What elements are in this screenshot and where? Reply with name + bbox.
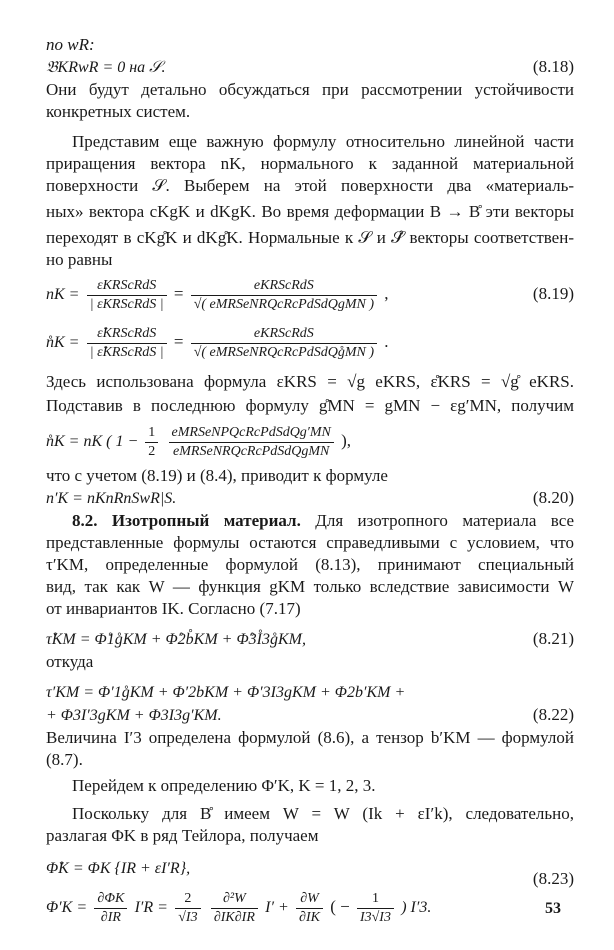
fraction: $\frac{\text{eKRScRdS}}{\text{√( eMRSeNRQcRcPdSdQg̊MN )}}$	[191, 325, 377, 362]
text-line: Здесь использована формула εKRS = √g eKRS, ε̊KRS = √g̊ eKRS.	[46, 372, 574, 391]
text-line: ных» вектора cKgK и dKgK. Во время деформации B → B̊ эти векторы	[46, 202, 574, 221]
equation-number: (8.23)	[532, 869, 574, 888]
equation-8-19: nK = $\frac{\text{εKRScRdS}}{\text{| εKRScRdS |}}$ = $\frac{\text{eKRScRdS}}{\text{√( eMRSeNRQcRcPdSdQgMN )}}$ , (8.19)	[46, 271, 574, 317]
equation-number: (8.21)	[532, 629, 574, 648]
text-line: разлагая ΦK в ряд Тейлора, получаем	[46, 826, 319, 845]
text-line: поверхности 𝒮. Выберем на этой поверхности два «материаль-	[46, 176, 574, 195]
text-line: (8.7).	[46, 750, 83, 769]
line-text: по wR:	[46, 35, 95, 54]
text-line: Они будут детально обсуждаться при рассмотрении устойчивости	[46, 80, 574, 99]
equation-body: Φ̊K = ΦK {IR + εI′R},	[46, 860, 191, 877]
equation-8-20	[46, 487, 574, 510]
fraction: $\frac{\text{∂²W}}{\partial IK\partial IR}$	[211, 890, 258, 927]
equation-n-perturbed: n̊K = nK ( 1 − $\frac{1}{2}$ $\frac{\text{eMRSeNPQcRcPdSdQg′MN}}{\text{eMRSeNRQcRcPdSdQgMN}}$ ),	[46, 424, 352, 459]
fraction: $\frac{\text{ε̊KRScRdS}}{\text{| ε̊KRScRdS |}}$	[87, 325, 167, 362]
text-line: τ′KM, определенные формулой (8.13), принимают специальный	[46, 555, 574, 574]
text-line: что с учетом (8.19) и (8.4), приводит к формуле	[46, 466, 388, 485]
text-line: Поскольку для B̊ имеем W = W (Ik + εI′k), следовательно,	[72, 804, 574, 823]
text-line: но равны	[46, 250, 113, 269]
fraction: $\frac{1}{2}$	[145, 424, 158, 461]
equation-number: (8.20)	[532, 488, 574, 507]
text-line: Представим еще важную формулу относительно линейной части	[72, 132, 574, 151]
text-line: Величина I′3 определена формулой (8.6), а тензор b′KM — формулой	[46, 728, 574, 747]
fraction: $\frac{\partial\Phi K}{\partial IR}$	[94, 890, 127, 927]
equation-body: τ′KM = Φ′1g̊KM + Φ′2bKM + Φ′3I3gKM + Φ2b′KM +	[46, 684, 406, 701]
text-line: приращения вектора nK, нормального к заданной материальной	[46, 154, 574, 173]
text-line: Подставив в последнюю формулу g̊MN = gMN − εg′MN, получим	[46, 396, 574, 415]
text-line: от инвариантов IK. Согласно (7.17)	[46, 599, 301, 618]
page-number: 53	[545, 900, 561, 917]
text-line: переходят в cKg̊K и dKg̊K. Нормальные к 𝒮 и 𝒮̊ векторы соответствен-	[46, 228, 574, 247]
equation-8-23a	[46, 857, 574, 880]
equation-lhs: nK =	[46, 286, 80, 303]
fraction: $\frac{\text{εKRScRdS}}{\text{| εKRScRdS |}}$	[87, 277, 167, 314]
fraction: $\frac{\text{eKRScRdS}}{\text{√( eMRSeNRQcRcPdSdQgMN )}}$	[191, 277, 377, 314]
equation-8-22b	[46, 704, 574, 727]
fraction: $\frac{2}{√I3}$	[175, 890, 200, 927]
equation-number: (8.22)	[532, 705, 574, 724]
equation-8-21	[46, 628, 574, 651]
text-line: представленные формулы остаются справедливыми с условием, что	[46, 533, 574, 552]
text-line: вид, так как W — функция gKM только вследствие зависимости W	[46, 577, 574, 596]
equation-number: (8.18)	[532, 57, 574, 76]
text-line: конкретных систем.	[46, 102, 191, 121]
text-line: Перейдем к определению Φ′K, K = 1, 2, 3.	[72, 776, 376, 795]
page-text	[46, 34, 574, 932]
section-heading: 8.2. Изотропный материал.	[72, 511, 301, 530]
text-line	[46, 34, 574, 56]
equation-number: (8.19)	[532, 284, 574, 303]
equation-8-19b: n̊K = $\frac{\text{ε̊KRScRdS}}{\text{| ε̊KRScRdS |}}$ = $\frac{\text{eKRScRdS}}{\text{√( eMRSeNRQcRcPdSdQg̊MN )}}$ .	[46, 325, 389, 360]
equation-body: 𝔅KRwR = 0 на 𝒮.	[46, 59, 166, 76]
equation-body: n′K = nKnRnSwR|S.	[46, 490, 177, 507]
fraction: $\frac{\partial W}{\partial IK}$	[296, 890, 323, 927]
equation-8-18	[46, 56, 574, 79]
section-heading-line: 8.2. Изотропный материал. Для изотропного материала все	[72, 511, 574, 530]
fraction: $\frac{\text{eMRSeNPQcRcPdSdQg′MN}}{\text{eMRSeNRQcRcPdSdQgMN}}$	[169, 424, 334, 461]
fraction: $\frac{1}{I3√I3}$	[357, 890, 394, 927]
equation-8-22	[46, 681, 574, 704]
equation-lhs: n̊K =	[46, 334, 80, 351]
text-line: откуда	[46, 652, 94, 671]
equation-body: + Φ3I′3gKM + Φ3I3g′KM.	[46, 707, 222, 724]
equation-body: τ̊KM = Φ̊1g̊KM + Φ̊2b̊KM + Φ̊3I̊3g̊KM,	[46, 631, 306, 648]
equation-8-23: Φ′K = $\frac{\partial\Phi K}{\partial IR}$ I′R = $\frac{2}{√I3}$ $\frac{\text{∂²W}}{\partial IK\partial IR}$ I′ + $\frac{\partial W}{\partial IK}$ ( − $\frac{1}{I3√I3}$ ) I′3. (8.23)	[46, 869, 574, 925]
